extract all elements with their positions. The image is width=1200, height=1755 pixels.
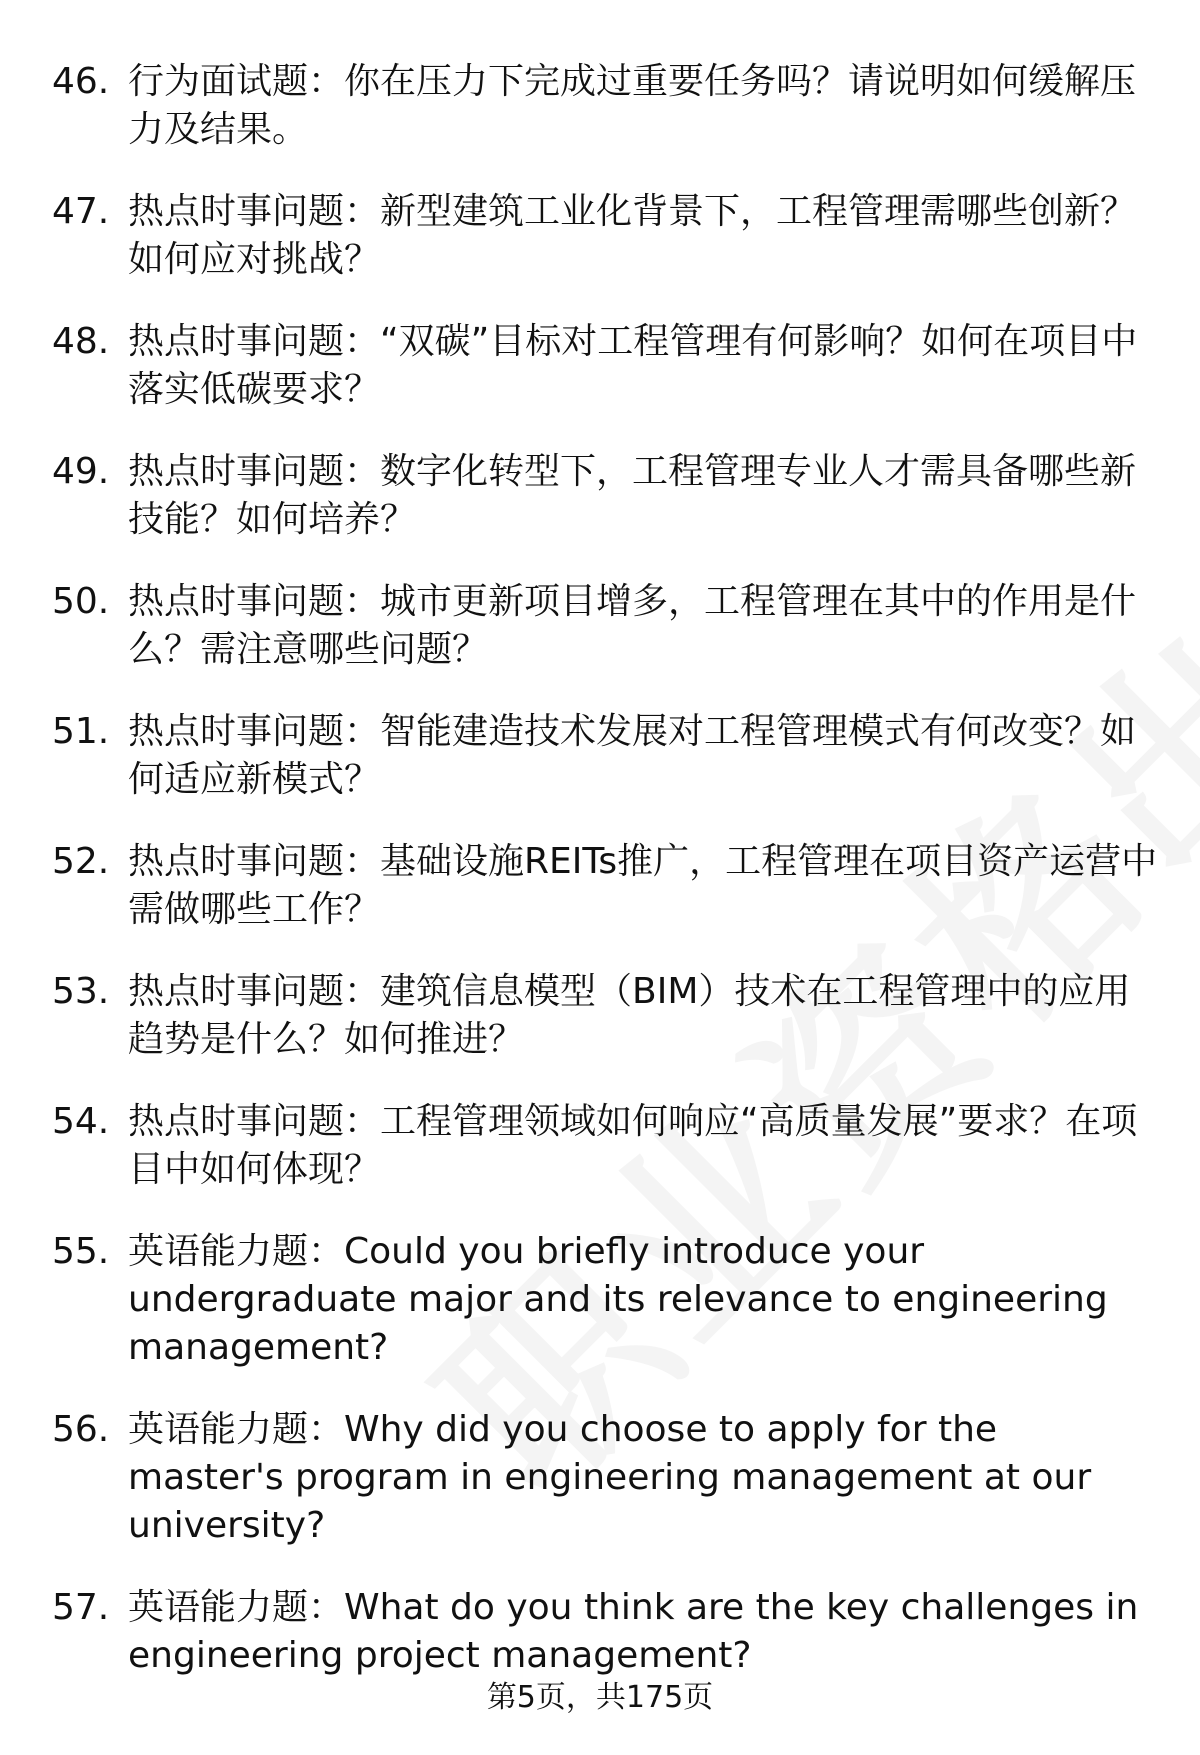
question-text: 英语能力题：Could you briefly introduce your undergraduate major and its relevance to engineering management? — [128, 1231, 1108, 1368]
question-item — [52, 578, 1162, 674]
question-item — [52, 1584, 1162, 1680]
question-number: 50. — [52, 581, 110, 622]
question-text: 热点时事问题：建筑信息模型（BIM）技术在工程管理中的应用趋势是什么？如何推进？ — [128, 971, 1131, 1060]
question-item — [52, 188, 1162, 284]
question-number: 46. — [52, 61, 110, 102]
question-number: 49. — [52, 451, 110, 492]
question-text: 行为面试题：你在压力下完成过重要任务吗？请说明如何缓解压力及结果。 — [128, 61, 1137, 150]
question-text: 热点时事问题：“双碳”目标对工程管理有何影响？如何在项目中落实低碳要求？ — [128, 321, 1138, 410]
question-item — [52, 838, 1162, 934]
question-number: 54. — [52, 1101, 110, 1142]
question-text: 热点时事问题：基础设施REITs推广，工程管理在项目资产运营中需做哪些工作？ — [128, 841, 1158, 930]
question-text: 热点时事问题：新型建筑工业化背景下，工程管理需哪些创新？如何应对挑战？ — [128, 191, 1137, 280]
question-number: 52. — [52, 841, 110, 882]
question-item — [52, 1228, 1162, 1372]
question-number: 51. — [52, 711, 110, 752]
question-item — [52, 708, 1162, 804]
question-number: 48. — [52, 321, 110, 362]
question-item — [52, 58, 1162, 154]
question-item — [52, 968, 1162, 1064]
question-number: 53. — [52, 971, 110, 1012]
question-text: 热点时事问题：城市更新项目增多，工程管理在其中的作用是什么？需注意哪些问题？ — [128, 581, 1137, 670]
question-number: 47. — [52, 191, 110, 232]
question-item — [52, 1098, 1162, 1194]
question-item — [52, 1406, 1162, 1550]
question-text: 热点时事问题：数字化转型下，工程管理专业人才需具备哪些新技能？如何培养？ — [128, 451, 1137, 540]
question-list — [52, 58, 1162, 1714]
question-item — [52, 448, 1162, 544]
question-number: 57. — [52, 1587, 110, 1628]
question-number: 55. — [52, 1231, 110, 1272]
question-text: 热点时事问题：工程管理领域如何响应“高质量发展”要求？在项目中如何体现？ — [128, 1101, 1138, 1190]
page-number-footer: 第5页，共175页 — [486, 1680, 714, 1715]
question-text: 英语能力题：Why did you choose to apply for the master's program in engineering management at our university? — [128, 1409, 1092, 1546]
question-text: 热点时事问题：智能建造技术发展对工程管理模式有何改变？如何适应新模式？ — [128, 711, 1137, 800]
question-number: 56. — [52, 1409, 110, 1450]
question-item — [52, 318, 1162, 414]
question-text: 英语能力题：What do you think are the key challenges in engineering project management? — [128, 1587, 1139, 1676]
